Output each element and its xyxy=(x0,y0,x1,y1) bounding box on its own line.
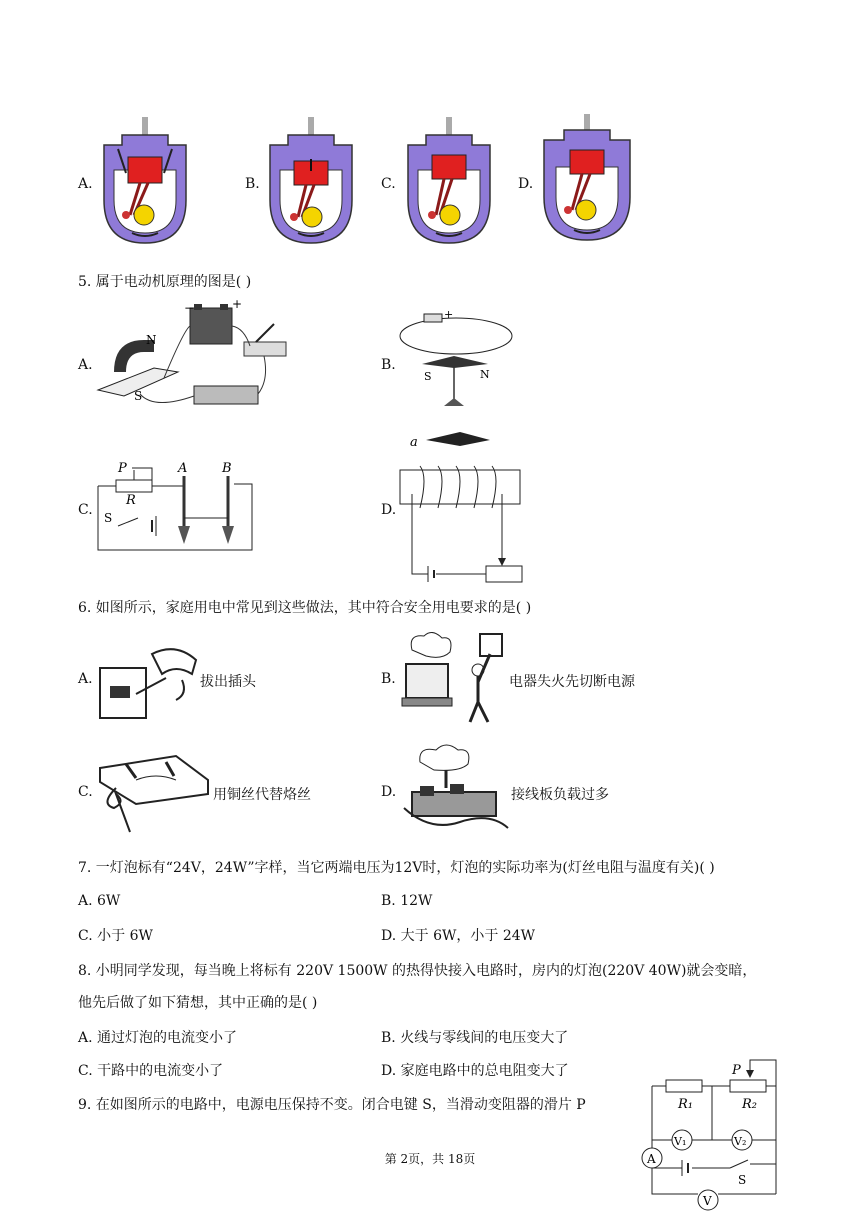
question-6-stem: 6. 如图所示，家庭用电中常见到这些做法，其中符合安全用电要求的是( ) xyxy=(78,600,532,616)
q5-option-b-label: B. xyxy=(381,357,396,373)
engine-option-b-label: B. xyxy=(245,176,260,192)
q7-option-b: B. 12W xyxy=(381,893,433,909)
svg-text:+: + xyxy=(444,308,454,321)
q6-option-b-label: B. xyxy=(381,671,396,687)
q9-r2-label: R₂ xyxy=(742,1097,757,1112)
q5-option-a-label: A. xyxy=(78,357,93,373)
q6-option-a-label: A. xyxy=(78,671,93,687)
q5-diagram-a xyxy=(94,300,304,418)
q9-v1-label: V₁ xyxy=(674,1135,687,1148)
engine-option-a-label: A. xyxy=(78,176,93,192)
q6-option-c-label: C. xyxy=(78,784,93,800)
q6-caption-a: 拔出插头 xyxy=(200,674,256,690)
engine-diagram-c xyxy=(400,115,498,250)
svg-text:−: − xyxy=(184,301,195,315)
q9-a-label: A xyxy=(647,1152,656,1166)
q6-caption-d: 接线板负载过多 xyxy=(511,787,609,803)
q5-c-s-label: S xyxy=(104,511,113,525)
q6-caption-b: 电器失火先切断电源 xyxy=(509,674,635,690)
q8-option-b: B. 火线与零线间的电压变大了 xyxy=(381,1030,569,1046)
q7-option-a: A. 6W xyxy=(78,893,121,909)
q9-circuit-diagram xyxy=(634,1056,784,1214)
q5-b-n-label: N xyxy=(480,368,490,381)
q8-option-a: A. 通过灯泡的电流变小了 xyxy=(78,1030,238,1046)
engine-diagram-a xyxy=(96,115,194,250)
engine-option-c-label: C. xyxy=(381,176,396,192)
q5-c-a-label: A xyxy=(178,461,188,476)
q5-d-a-label: a xyxy=(410,435,418,450)
engine-option-d-label: D. xyxy=(518,176,534,192)
question-9-stem: 9. 在如图所示的电路中，电源电压保持不变。闭合电键 S，当滑动变阻器的滑片 P xyxy=(78,1097,586,1113)
q6-option-d-label: D. xyxy=(381,784,397,800)
q6-picture-b xyxy=(398,630,510,726)
q5-a-s-label: S xyxy=(134,389,143,403)
question-8-stem-line-2: 他先后做了如下猜想，其中正确的是( ) xyxy=(78,995,318,1011)
q5-a-n-label: N xyxy=(146,333,157,347)
q6-picture-c xyxy=(96,744,212,836)
q5-diagram-d xyxy=(398,428,528,584)
engine-diagram-d xyxy=(538,112,636,247)
page-footer: 第 2页，共 18页 xyxy=(384,1152,476,1166)
q5-c-p-label: P xyxy=(118,461,127,476)
engine-diagram-b xyxy=(262,115,360,250)
q9-s-label: S xyxy=(738,1173,747,1187)
q5-option-d-label: D. xyxy=(381,502,397,518)
q9-v2-label: V₂ xyxy=(734,1135,747,1148)
q5-option-c-label: C. xyxy=(78,502,93,518)
q9-p-label: P xyxy=(732,1063,741,1078)
q9-r1-label: R₁ xyxy=(678,1097,693,1112)
q8-option-c: C. 干路中的电流变小了 xyxy=(78,1063,224,1079)
q5-diagram-b xyxy=(398,306,518,412)
q7-option-d: D. 大于 6W，小于 24W xyxy=(381,928,536,944)
question-8-stem-line-1: 8. 小明同学发现，每当晚上将标有 220V 1500W 的热得快接入电路时，房内的灯泡(220V 40W)就会变暗， xyxy=(78,963,757,979)
q7-option-c: C. 小于 6W xyxy=(78,928,153,944)
question-5-stem: 5. 属于电动机原理的图是( ) xyxy=(78,274,252,290)
svg-text:+: + xyxy=(232,300,243,311)
q6-picture-a xyxy=(96,634,200,722)
q5-diagram-c xyxy=(94,460,260,554)
q6-caption-c: 用铜丝代替烙丝 xyxy=(213,787,311,803)
q6-picture-d xyxy=(400,742,512,836)
q8-option-d: D. 家庭电路中的总电阻变大了 xyxy=(381,1063,569,1079)
question-7-stem: 7. 一灯泡标有“24V，24W”字样，当它两端电压为12V时，灯泡的实际功率为(灯丝电阻与温度有关)( ) xyxy=(78,860,715,876)
q9-v-label: V xyxy=(703,1194,712,1208)
q5-c-r-label: R xyxy=(126,493,136,508)
q5-c-b-label: B xyxy=(222,461,232,476)
q5-b-s-label: S xyxy=(424,370,432,383)
